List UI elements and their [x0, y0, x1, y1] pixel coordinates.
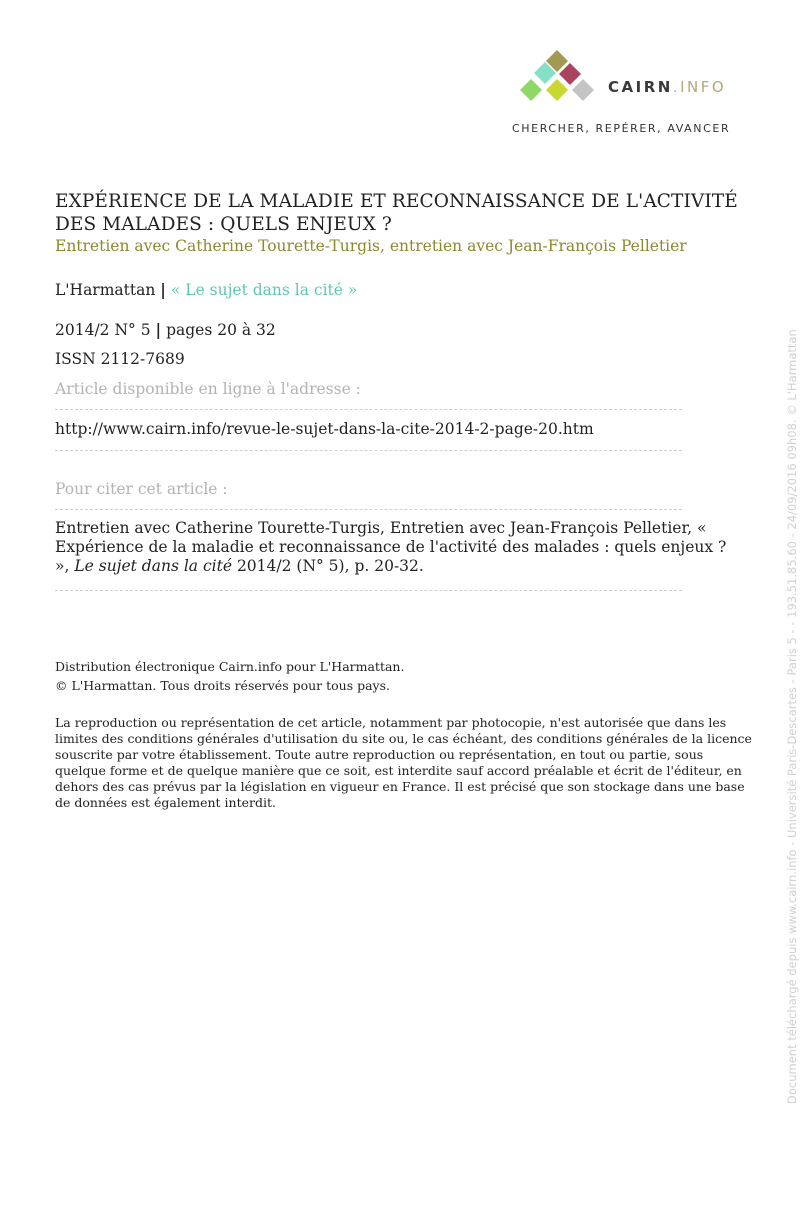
online-label: Article disponible en ligne à l'adresse :: [55, 380, 361, 398]
separator: |: [160, 280, 166, 299]
collection-link[interactable]: « Le sujet dans la cité »: [170, 281, 358, 299]
page-range: pages 20 à 32: [166, 321, 276, 339]
diamond-lime: [546, 79, 568, 101]
cairn-wordmark: [608, 78, 726, 96]
publisher-name: L'Harmattan: [55, 281, 156, 299]
divider: [55, 590, 682, 591]
divider: [55, 450, 682, 451]
distribution-note: Distribution électronique Cairn.info pour L'Harmattan.: [55, 659, 405, 674]
download-watermark: Document téléchargé depuis www.cairn.info - Université Paris-Descartes - Paris 5 - - 193.51.85.60 - 24/09/2016 09h08. © L'Harmattan: [785, 329, 799, 1104]
issue-number: 2014/2 N° 5: [55, 321, 151, 339]
brand-dot: .: [672, 78, 681, 96]
brand-name: CAIRN: [608, 78, 673, 96]
citation-text: [55, 519, 745, 576]
cairn-logo[interactable]: [512, 48, 762, 138]
citation-after: 2014/2 (N° 5), p. 20-32.: [232, 557, 424, 575]
article-title: EXPÉRIENCE DE LA MALADIE ET RECONNAISSANCE DE L'ACTIVITÉ DES MALADES : QUELS ENJEUX ?: [55, 191, 738, 235]
copyright-note: © L'Harmattan. Tous droits réservés pour tous pays.: [55, 678, 391, 693]
issue-line: [55, 320, 276, 339]
diamond-green: [520, 79, 542, 101]
brand-suffix: INFO: [680, 78, 727, 96]
citation-journal: Le sujet dans la cité: [74, 557, 233, 575]
cairn-logo-diamonds-icon: [512, 48, 602, 108]
citation-before: Entretien avec Catherine Tourette-Turgis, Entretien avec Jean-François Pelletier, « Expérience de la maladie et reconnaissance de l'activité des malades : quels enjeux ? »,: [55, 519, 727, 575]
divider: [55, 509, 682, 510]
divider: [55, 409, 682, 410]
cite-label: Pour citer cet article :: [55, 480, 228, 498]
separator: |: [155, 320, 162, 339]
issn: ISSN 2112-7689: [55, 350, 185, 368]
article-authors: Entretien avec Catherine Tourette-Turgis, entretien avec Jean-François Pelletier: [55, 237, 687, 255]
publisher-line: [55, 280, 357, 299]
diamond-gray: [572, 79, 594, 101]
tagline: CHERCHER, REPÉRER, AVANCER: [512, 122, 731, 135]
legal-notice: La reproduction ou représentation de cet article, notamment par photocopie, n'est autorisée que dans les limites des conditions générales d'utilisation du site ou, le cas échéant, des conditions générales de la licence souscrite par votre établissement. Toute autre reproduction ou représentation, en tout ou partie, sous quelque forme et de quelque manière que ce soit, est interdite sauf accord préalable et écrit de l'éditeur, en dehors des cas prévus par la législation en vigueur en France. Il est précisé que son stockage dans une base de données est également interdit.: [55, 715, 752, 810]
article-url-link[interactable]: http://www.cairn.info/revue-le-sujet-dans-la-cite-2014-2-page-20.htm: [55, 420, 594, 438]
